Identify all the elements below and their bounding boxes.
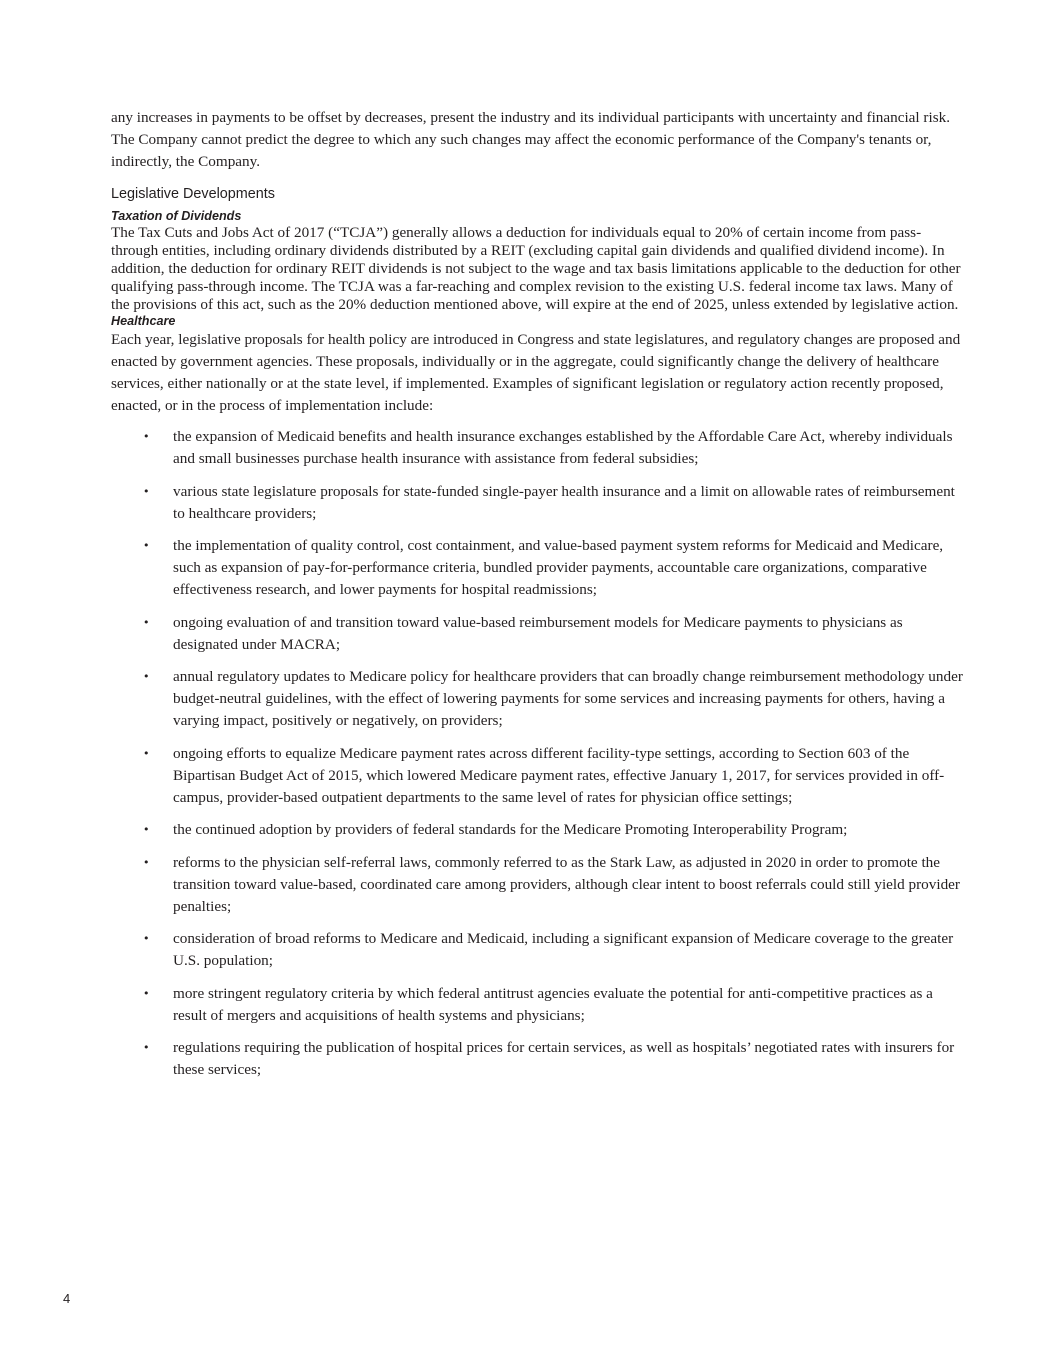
page-number: 4 [63,1291,71,1306]
bullet-icon: • [143,430,150,443]
bullet-icon: • [143,615,150,629]
list-item-text: ongoing evaluation of and transition toward value-based reimbursement models for Medicare payments to physicians as designated under MACRA; [173,613,903,653]
list-item-text: regulations requiring the publication of hospital prices for certain services, as well as hospitals’ negotiated rates with insurers for these services; [173,1039,955,1078]
list-item [111,1037,967,1081]
bullet-icon: • [143,670,150,683]
list-item [111,852,967,918]
intro-paragraph: any increases in payments to be offset by decreases, present the industry and its individual participants with uncertainty and financial risk. The Company cannot predict the degree to which any such changes may affect the economic performance of the Company's tenants or, indirectly, the Company. [111,109,951,170]
list-item-text: the expansion of Medicaid benefits and health insurance exchanges established by the Affordable Care Act, whereby individuals and small businesses purchase health insurance with assistance from federal subsidies; [173,428,953,467]
list-item [111,481,967,525]
list-item-text: consideration of broad reforms to Medicare and Medicaid, including a significant expansion of Medicare coverage to the greater U.S. population; [173,930,954,969]
healthcare-heading: Healthcare [111,314,176,328]
list-item [111,819,967,841]
bullet-icon: • [143,855,150,869]
healthcare-bullet-list [111,426,967,1081]
list-item-text: ongoing efforts to equalize Medicare payment rates across different facility-type settings, according to Section 603 of the Bipartisan Budget Act of 2015, which lowered Medicare payment rates, effective January 1, 2017, for services provided in off-campus, provider-based outpatient departments to the same level of rates for physician office settings; [173,744,945,806]
document-page [111,107,967,1092]
list-item [111,612,967,656]
list-item-text: reforms to the physician self-referral laws, commonly referred to as the Stark Law, as adjusted in 2020 in order to promote the transition toward value-based, coordinated care among providers, although clear intent to boost referrals could still yield provider penalties; [173,853,960,915]
list-item-text: the continued adoption by providers of federal standards for the Medicare Promoting Interoperability Program; [173,821,848,838]
taxation-paragraph: The Tax Cuts and Jobs Act of 2017 (“TCJA”) generally allows a deduction for individuals equal to 20% of certain income from pass-through entities, including ordinary dividends distributed by a REIT (excluding capital gain dividends and qualified dividend income). In addition, the deduction for ordinary REIT dividends is not subject to the wage and tax basis limitations applicable to the deduction for other qualifying pass-through income. The TCJA was a far-reaching and complex revision to the existing U.S. federal income tax laws. Many of the provisions of this act, such as the 20% deduction mentioned above, will expire at the end of 2025, unless extended by legislative action. [111,224,961,313]
taxation-of-dividends-heading: Taxation of Dividends [111,209,242,223]
list-item-text: more stringent regulatory criteria by which federal antitrust agencies evaluate the potential for anti-competitive practices as a result of mergers and acquisitions of health systems and physicians; [173,984,933,1024]
list-item [111,983,967,1027]
list-item [111,743,967,809]
list-item [111,535,967,601]
bullet-icon: • [143,484,150,498]
bullet-icon: • [143,932,150,945]
list-item [111,666,967,732]
bullet-icon: • [143,823,150,836]
list-item [111,928,967,972]
bullet-icon: • [143,986,150,1000]
list-item-text: annual regulatory updates to Medicare policy for healthcare providers that can broadly change reimbursement methodology under budget-neutral guidelines, with the effect of lowering payments for some services and increasing payments for others, having a varying impact, positively or negatively, on providers; [173,668,963,729]
healthcare-paragraph: Each year, legislative proposals for health policy are introduced in Congress and state legislatures, and regulatory changes are proposed and enacted by government agencies. These proposals, individually or in the aggregate, could significantly change the delivery of healthcare services, either nationally or at the state level, if implemented. Examples of significant legislation or regulatory action recently proposed, enacted, or in the process of implementation include: [111,331,961,414]
legislative-developments-heading: Legislative Developments [111,186,275,202]
bullet-icon: • [143,746,150,760]
bullet-icon: • [143,539,150,552]
list-item-text: the implementation of quality control, cost containment, and value-based payment system reforms for Medicaid and Medicare, such as expansion of pay-for-performance criteria, bundled provider payments, accountable care organizations, comparative effectiveness research, and lower payments for hospital readmissions; [173,537,944,598]
list-item-text: various state legislature proposals for state-funded single-payer health insurance and a limit on allowable rates of reimbursement to healthcare providers; [173,482,955,522]
list-item [111,426,967,470]
bullet-icon: • [143,1041,150,1054]
